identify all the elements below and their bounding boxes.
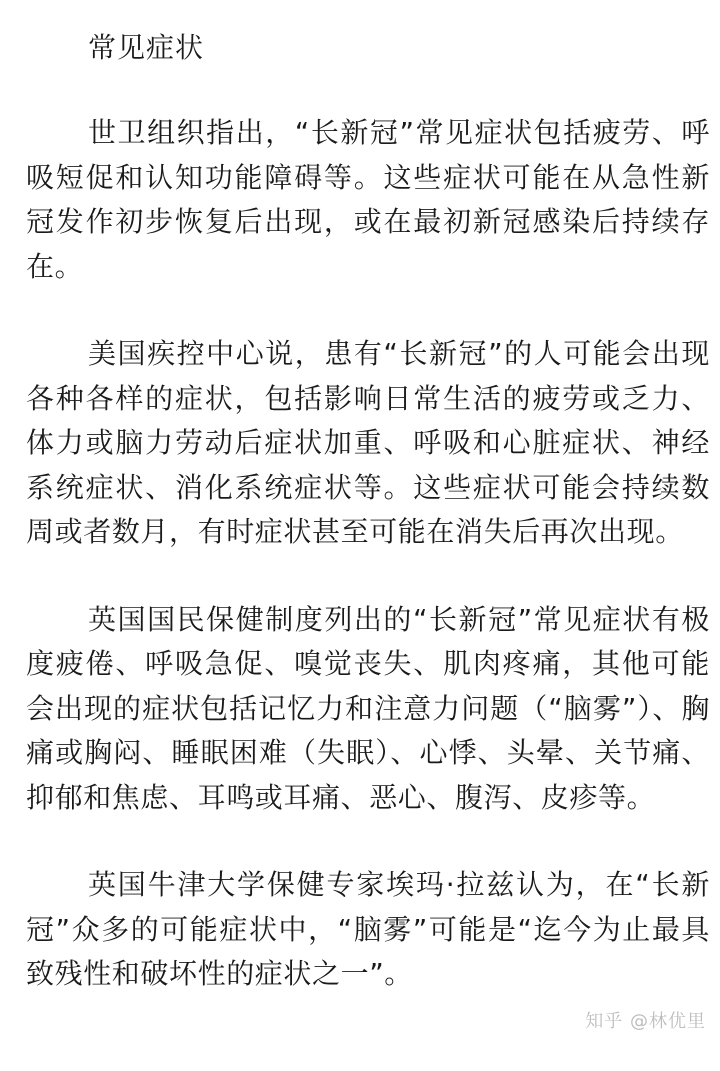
paragraph-who: 世卫组织指出，“长新冠”常见症状包括疲劳、呼吸短促和认知功能障碍等。这些症状可能在从急性新冠发作初步恢复后出现，或在最初新冠感染后持续存在。	[26, 116, 710, 283]
paragraph-nhs: 英国国民保健制度列出的“长新冠”常见症状有极度疲倦、呼吸急促、嗅觉丧失、肌肉疼痛，其他可能会出现的症状包括记忆力和注意力问题（“脑雾”）、胸痛或胸闷、睡眠困难（失眠）、心悸、头晕、关节痛、抑郁和焦虑、耳鸣或耳痛、恶心、腹泻、皮疹等。	[26, 602, 710, 814]
section-heading: 常见症状	[88, 31, 205, 64]
zhihu-watermark: 知乎 @林优里	[585, 1011, 706, 1032]
paragraph-cdc: 美国疾控中心说，患有“长新冠”的人可能会出现各种各样的症状，包括影响日常生活的疲劳或乏力、体力或脑力劳动后症状加重、呼吸和心脏症状、神经系统症状、消化系统症状等。这些症状可能会持续数周或者数月，有时症状甚至可能在消失后再次出现。	[26, 337, 710, 548]
article-body	[26, 26, 710, 1040]
paragraph-oxford: 英国牛津大学保健专家埃玛·拉兹认为，在“长新冠”众多的可能症状中，“脑雾”可能是“迄今为止最具致残性和破坏性的症状之一”。	[26, 868, 710, 990]
